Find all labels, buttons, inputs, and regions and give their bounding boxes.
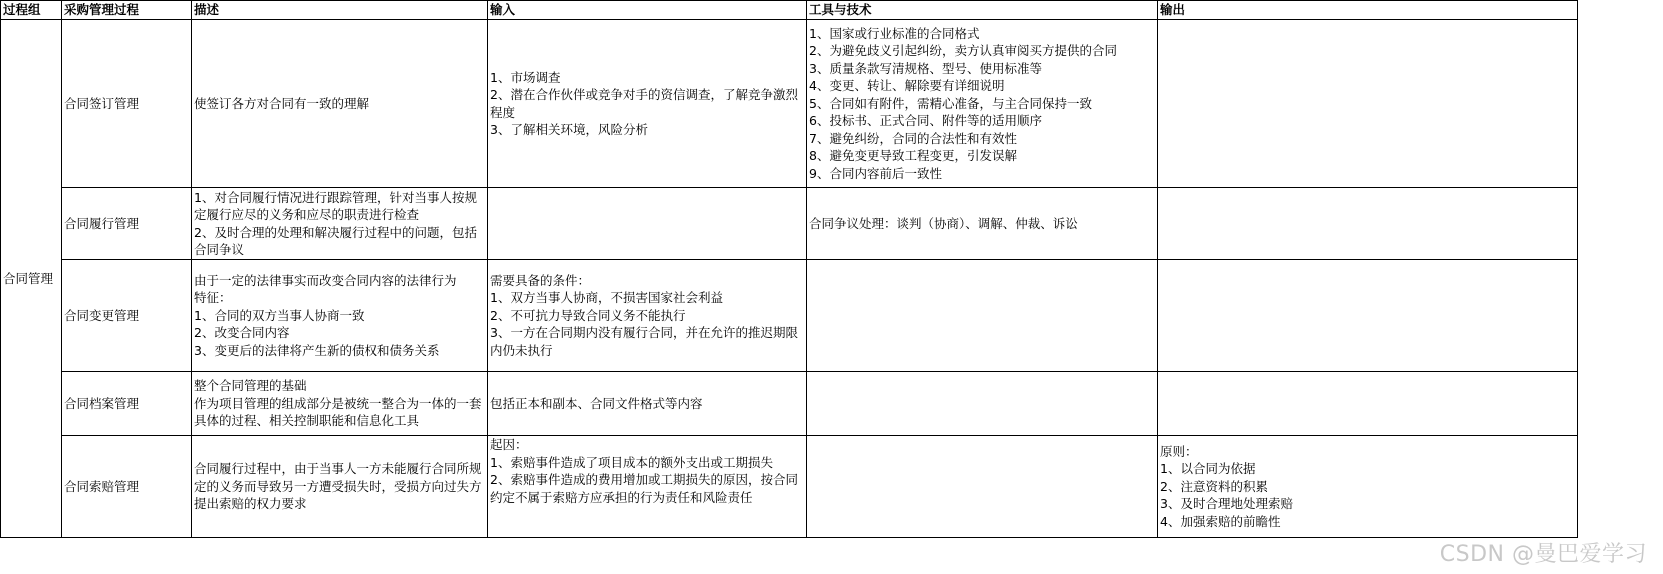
group-cell (1, 20, 62, 538)
header-output: 输出 (1158, 1, 1578, 20)
header-process: 采购管理过程 (62, 1, 192, 20)
tools-cell (807, 436, 1158, 538)
input-cell: 1、市场调查 2、潜在合作伙伴或竞争对手的资信调查，了解竞争激烈程度 3、了解相关环境，风险分析 (488, 20, 807, 188)
tools-cell (807, 260, 1158, 372)
input-cell: 起因： 1、索赔事件造成了项目成本的额外支出或工期损失 2、索赔事件造成的费用增加或工期损失的原因，按合同约定不属于索赔方应承担的行为责任和风险责任 (488, 436, 807, 538)
tools-cell (807, 372, 1158, 436)
description-cell: 合同履行过程中，由于当事人一方未能履行合同所规定的义务而导致另一方遭受损失时，受损方向过失方提出索赔的权力要求 (192, 436, 488, 538)
output-cell: 原则： 1、以合同为依据 2、注意资料的积累 3、及时合理地处理索赔 4、加强索赔的前瞻性 (1158, 436, 1578, 538)
description-cell: 使签订各方对合同有一致的理解 (192, 20, 488, 188)
output-cell (1158, 188, 1578, 260)
process-cell: 合同变更管理 (62, 260, 192, 372)
tools-cell: 1、国家或行业标准的合同格式 2、为避免歧义引起纠纷，卖方认真审阅买方提供的合同 3、质量条款写清规格、型号、使用标准等 4、变更、转让、解除要有详细说明 5、合同如有附件，需精心准备，与主合同保持一致 6、投标书、正式合同、附件等的适用顺序 7、避免纠纷，合同的合法性和有效性 8、避免变更导致工程变更，引发误解 9、合同内容前后一致性 (807, 20, 1158, 188)
watermark: CSDN @曼巴爱学习 (1439, 542, 1647, 567)
input-cell (488, 188, 807, 260)
output-cell (1158, 260, 1578, 372)
tools-cell: 合同争议处理：谈判（协商）、调解、仲裁、诉讼 (807, 188, 1158, 260)
description-cell: 整个合同管理的基础 作为项目管理的组成部分是被统一整合为一体的一套具体的过程、相关控制职能和信息化工具 (192, 372, 488, 436)
input-cell: 需要具备的条件： 1、双方当事人协商，不损害国家社会利益 2、不可抗力导致合同义务不能执行 3、一方在合同期内没有履行合同，并在允许的推迟期限内仍未执行 (488, 260, 807, 372)
table-row (1, 188, 1578, 260)
table-row (1, 436, 1578, 538)
header-process-group: 过程组 (1, 1, 62, 20)
output-cell (1158, 372, 1578, 436)
process-cell: 合同档案管理 (62, 372, 192, 436)
header-description: 描述 (192, 1, 488, 20)
header-row (1, 1, 1578, 20)
table-row (1, 372, 1578, 436)
group-label: 合同管理 (3, 270, 54, 286)
table-row (1, 260, 1578, 372)
process-cell: 合同索赔管理 (62, 436, 192, 538)
process-cell: 合同履行管理 (62, 188, 192, 260)
input-cell: 包括正本和副本、合同文件格式等内容 (488, 372, 807, 436)
header-tools: 工具与技术 (807, 1, 1158, 20)
description-cell: 由于一定的法律事实而改变合同内容的法律行为 特征： 1、合同的双方当事人协商一致 2、改变合同内容 3、变更后的法律将产生新的债权和债务关系 (192, 260, 488, 372)
description-cell: 1、对合同履行情况进行跟踪管理，针对当事人按规定履行应尽的义务和应尽的职责进行检查 2、及时合理的处理和解决履行过程中的问题，包括合同争议 (192, 188, 488, 260)
table-row (1, 20, 1578, 188)
output-cell (1158, 20, 1578, 188)
process-cell: 合同签订管理 (62, 20, 192, 188)
header-input: 输入 (488, 1, 807, 20)
